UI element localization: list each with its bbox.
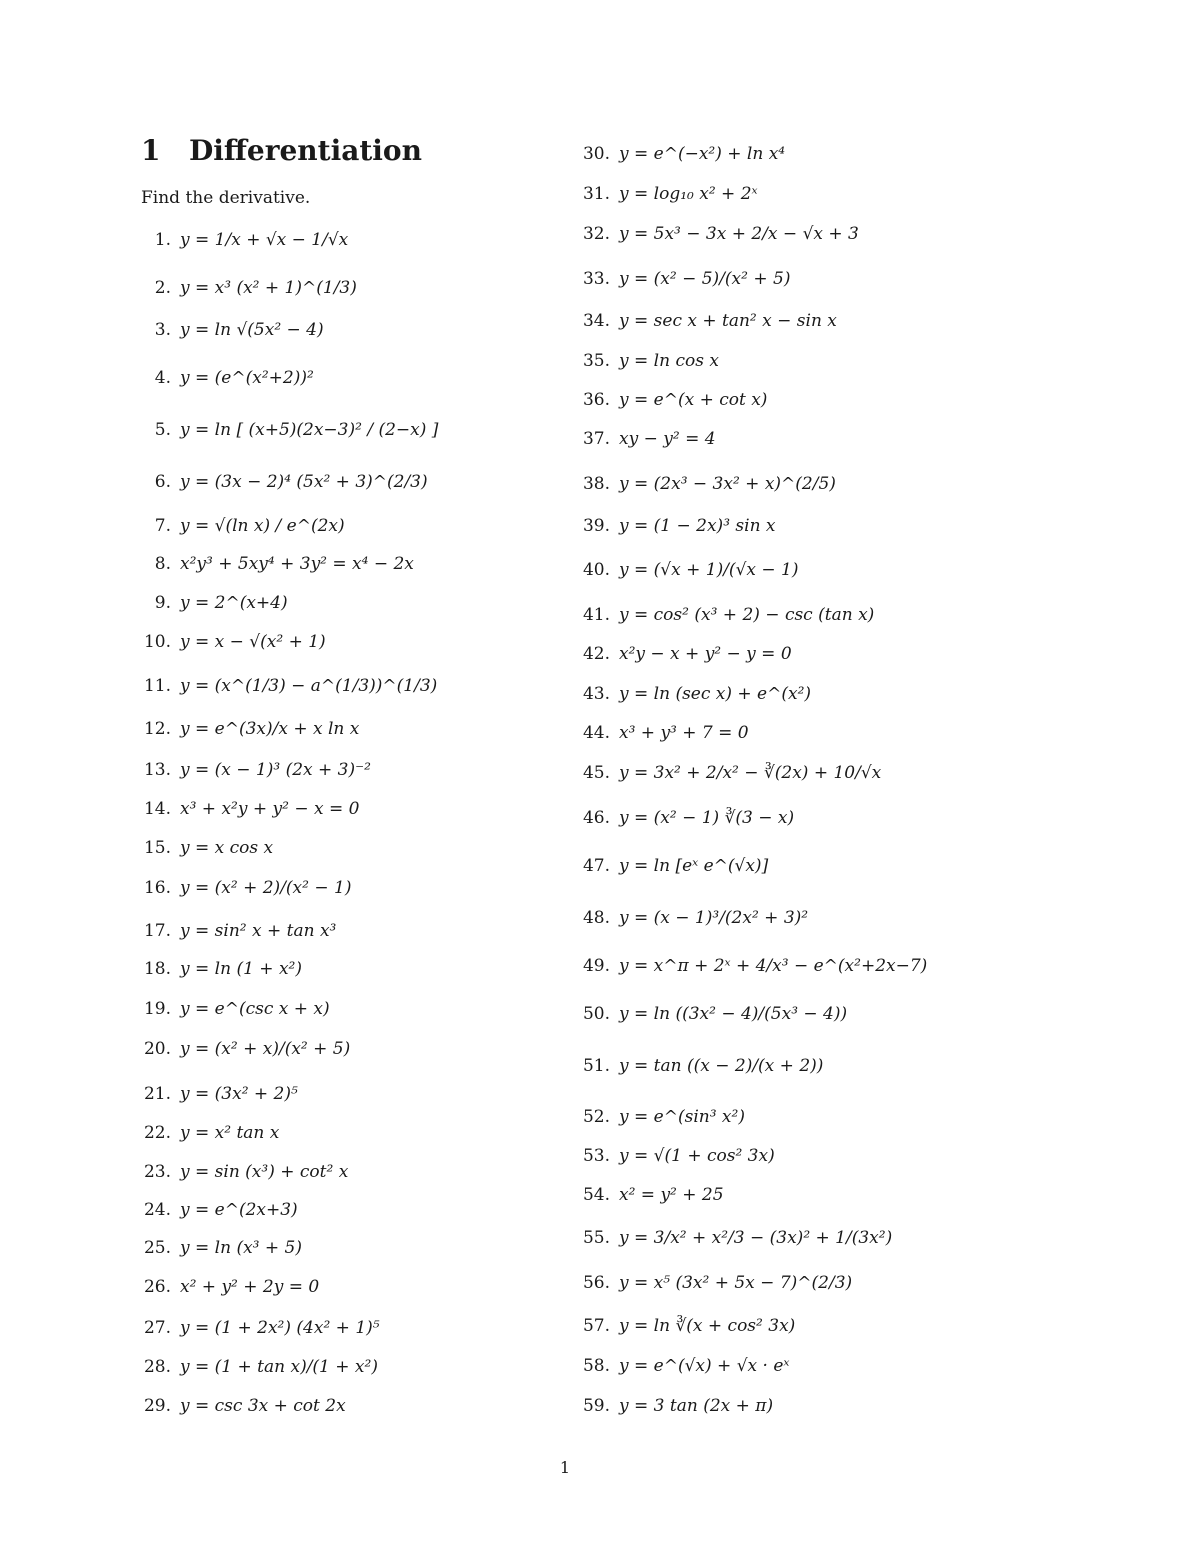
problem-equation: y = (2x³ − 3x² + x)^(2/5) [619,474,836,494]
problem-number: 29. [143,1396,171,1416]
problem-number: 21. [143,1084,171,1104]
problem-item [575,808,794,828]
problem-equation: y = (e^(x²+2))² [180,368,314,388]
problem-number: 25. [143,1238,171,1258]
section-heading [141,134,422,167]
problem-equation: y = log₁₀ x² + 2ˣ [619,184,758,204]
problem-equation: y = (1 − 2x)³ sin x [619,516,776,536]
problem-number: 32. [582,224,610,244]
problem-equation: x²y³ + 5xy⁴ + 3y² = x⁴ − 2x [180,554,414,574]
problem-item [575,684,811,704]
problem-equation: y = (3x − 2)⁴ (5x² + 3)^(2/3) [180,472,428,492]
problem-equation: y = ln [ (x+5)(2x−3)² / (2−x) ] [180,420,439,440]
problem-number: 3. [154,320,171,340]
problem-number: 41. [582,605,610,625]
problem-number: 24. [143,1200,171,1220]
problem-item [575,429,716,449]
problem-item [141,1039,350,1059]
problem-equation: y = sec x + tan² x − sin x [619,311,837,331]
problem-equation: y = √(1 + cos² 3x) [619,1146,775,1166]
problem-item [575,1146,775,1166]
problem-equation: y = 2^(x+4) [180,593,288,613]
problem-equation: y = ln [eˣ e^(√x)] [619,856,769,876]
problem-item [141,1318,380,1338]
problem-number: 6. [154,472,171,492]
problem-item [141,593,288,613]
problem-equation: y = x³ (x² + 1)^(1/3) [180,278,357,298]
problem-equation: y = 3/x² + x²/3 − (3x)² + 1/(3x²) [619,1228,893,1248]
section-number: 1 [141,134,161,167]
problem-equation: x³ + y³ + 7 = 0 [619,723,749,743]
problem-item [141,368,314,388]
problem-number: 28. [143,1357,171,1377]
problem-item [141,516,345,536]
problem-item [575,856,768,876]
problem-equation: y = sin² x + tan x³ [180,921,337,941]
problem-equation: y = x² tan x [180,1123,280,1143]
problem-equation: y = (x² − 1) ∛(3 − x) [619,808,795,828]
problem-equation: y = 3 tan (2x + π) [619,1396,774,1416]
problem-number: 2. [154,278,171,298]
problem-number: 44. [582,723,610,743]
problem-equation: xy − y² = 4 [619,429,716,449]
problem-number: 23. [143,1162,171,1182]
problem-number: 20. [143,1039,171,1059]
problem-number: 11. [143,676,171,696]
problem-item [141,320,324,340]
problem-number: 59. [582,1396,610,1416]
problem-number: 13. [143,760,171,780]
problem-equation: y = e^(csc x + x) [180,999,330,1019]
problem-item [575,1056,823,1076]
problem-item [575,644,792,664]
problem-item [575,224,859,244]
problem-equation: y = (x − 1)³ (2x + 3)⁻² [180,760,371,780]
problem-number: 52. [582,1107,610,1127]
problem-number: 9. [154,593,171,613]
problem-number: 56. [582,1273,610,1293]
problem-equation: y = 1/x + √x − 1/√x [180,230,349,250]
problem-equation: y = (x − 1)³/(2x² + 3)² [619,908,809,928]
problem-item [575,1004,847,1024]
problem-item [575,560,799,580]
problem-item [141,1238,302,1258]
problem-equation: y = e^(2x+3) [180,1200,298,1220]
problem-equation: y = 3x² + 2/x² − ∛(2x) + 10/√x [619,763,882,783]
problem-item [575,516,776,536]
problem-number: 16. [143,878,171,898]
problem-item [575,1316,795,1336]
problem-item [141,278,357,298]
problem-number: 55. [582,1228,610,1248]
problem-number: 37. [582,429,610,449]
problem-number: 17. [143,921,171,941]
problem-equation: x²y − x + y² − y = 0 [619,644,792,664]
problem-item [141,1162,348,1182]
problem-number: 14. [143,799,171,819]
problem-equation: y = e^(sin³ x²) [619,1107,745,1127]
problem-item [575,1273,852,1293]
problem-item [141,420,438,440]
problem-item [141,921,336,941]
problem-item [141,676,437,696]
problem-item [575,184,758,204]
problem-item [575,1185,724,1205]
problem-item [575,144,785,164]
problem-number: 5. [154,420,171,440]
problem-number: 31. [582,184,610,204]
problem-number: 54. [582,1185,610,1205]
problem-item [141,999,330,1019]
problem-number: 4. [154,368,171,388]
problem-number: 51. [582,1056,610,1076]
problem-equation: y = (x² − 5)/(x² + 5) [619,269,791,289]
problem-item [141,959,302,979]
problem-number: 39. [582,516,610,536]
problem-number: 18. [143,959,171,979]
problem-equation: y = tan ((x − 2)/(x + 2)) [619,1056,824,1076]
problem-item [141,554,414,574]
problem-number: 27. [143,1318,171,1338]
problem-item [141,472,428,492]
problem-number: 35. [582,351,610,371]
problem-equation: y = √(ln x) / e^(2x) [180,516,345,536]
problem-item [575,1107,745,1127]
problem-equation: y = (x² + x)/(x² + 5) [180,1039,351,1059]
problem-item [575,1396,773,1416]
problem-item [141,760,371,780]
problem-number: 22. [143,1123,171,1143]
problem-item [575,605,874,625]
problem-number: 45. [582,763,610,783]
problem-equation: y = e^(3x)/x + x ln x [180,719,360,739]
problem-number: 36. [582,390,610,410]
problem-item [575,269,790,289]
problem-equation: y = ln (sec x) + e^(x²) [619,684,812,704]
problem-equation: x² = y² + 25 [619,1185,724,1205]
problem-number: 53. [582,1146,610,1166]
problem-equation: y = ln ((3x² − 4)/(5x³ − 4)) [619,1004,848,1024]
problem-item [141,719,359,739]
problem-item [141,1084,298,1104]
problem-item [141,1357,378,1377]
problem-equation: y = e^(x + cot x) [619,390,768,410]
problem-equation: y = ln (x³ + 5) [180,1238,302,1258]
problem-number: 42. [582,644,610,664]
problem-number: 34. [582,311,610,331]
problem-item [141,878,351,898]
problem-equation: y = ln (1 + x²) [180,959,302,979]
problem-item [575,351,719,371]
problem-equation: y = (x² + 2)/(x² − 1) [180,878,352,898]
problem-item [141,230,348,250]
problem-number: 26. [143,1277,171,1297]
problem-equation: y = x⁵ (3x² + 5x − 7)^(2/3) [619,1273,853,1293]
problem-number: 46. [582,808,610,828]
problem-equation: y = (x^(1/3) − a^(1/3))^(1/3) [180,676,438,696]
problem-item [141,838,273,858]
problem-number: 12. [143,719,171,739]
problem-item [141,1277,319,1297]
problem-item [575,1356,789,1376]
problem-equation: y = ln cos x [619,351,719,371]
problem-item [575,908,808,928]
problem-number: 10. [143,632,171,652]
problem-number: 50. [582,1004,610,1024]
problem-equation: y = sin (x³) + cot² x [180,1162,349,1182]
problem-equation: x³ + x²y + y² − x = 0 [180,799,360,819]
problem-number: 1. [154,230,171,250]
problem-item [141,1123,279,1143]
problem-number: 49. [582,956,610,976]
problem-item [575,723,749,743]
problem-item [575,474,836,494]
problem-equation: y = cos² (x³ + 2) − csc (tan x) [619,605,875,625]
problem-equation: y = (3x² + 2)⁵ [180,1084,298,1104]
problem-item [575,1228,892,1248]
problem-equation: y = e^(√x) + √x · eˣ [619,1356,790,1376]
problem-equation: y = csc 3x + cot 2x [180,1396,346,1416]
problem-number: 15. [143,838,171,858]
problem-item [141,632,326,652]
problem-equation: y = x^π + 2ˣ + 4/x³ − e^(x²+2x−7) [619,956,928,976]
problem-number: 47. [582,856,610,876]
problem-equation: y = (√x + 1)/(√x − 1) [619,560,799,580]
problem-number: 38. [582,474,610,494]
instruction-text: Find the derivative. [141,188,311,208]
problem-equation: y = x cos x [180,838,274,858]
problem-item [575,956,927,976]
problem-item [141,799,359,819]
problem-number: 58. [582,1356,610,1376]
problem-item [141,1200,298,1220]
problem-number: 8. [154,554,171,574]
problem-item [575,763,881,783]
problem-item [141,1396,346,1416]
problem-number: 57. [582,1316,610,1336]
problem-number: 43. [582,684,610,704]
problem-number: 40. [582,560,610,580]
problem-number: 30. [582,144,610,164]
problem-equation: y = ln ∛(x + cos² 3x) [619,1316,796,1336]
section-title: Differentiation [189,134,422,167]
problem-equation: y = e^(−x²) + ln x⁴ [619,144,786,164]
problem-equation: y = x − √(x² + 1) [180,632,326,652]
problem-number: 48. [582,908,610,928]
page-number: 1 [559,1458,571,1477]
problem-equation: y = 5x³ − 3x + 2/x − √x + 3 [619,224,859,244]
problem-equation: y = (1 + tan x)/(1 + x²) [180,1357,378,1377]
problem-item [575,390,767,410]
problem-number: 33. [582,269,610,289]
problem-item [575,311,837,331]
problem-number: 19. [143,999,171,1019]
problem-equation: x² + y² + 2y = 0 [180,1277,320,1297]
problem-number: 7. [154,516,171,536]
problem-equation: y = ln √(5x² − 4) [180,320,324,340]
problem-equation: y = (1 + 2x²) (4x² + 1)⁵ [180,1318,380,1338]
